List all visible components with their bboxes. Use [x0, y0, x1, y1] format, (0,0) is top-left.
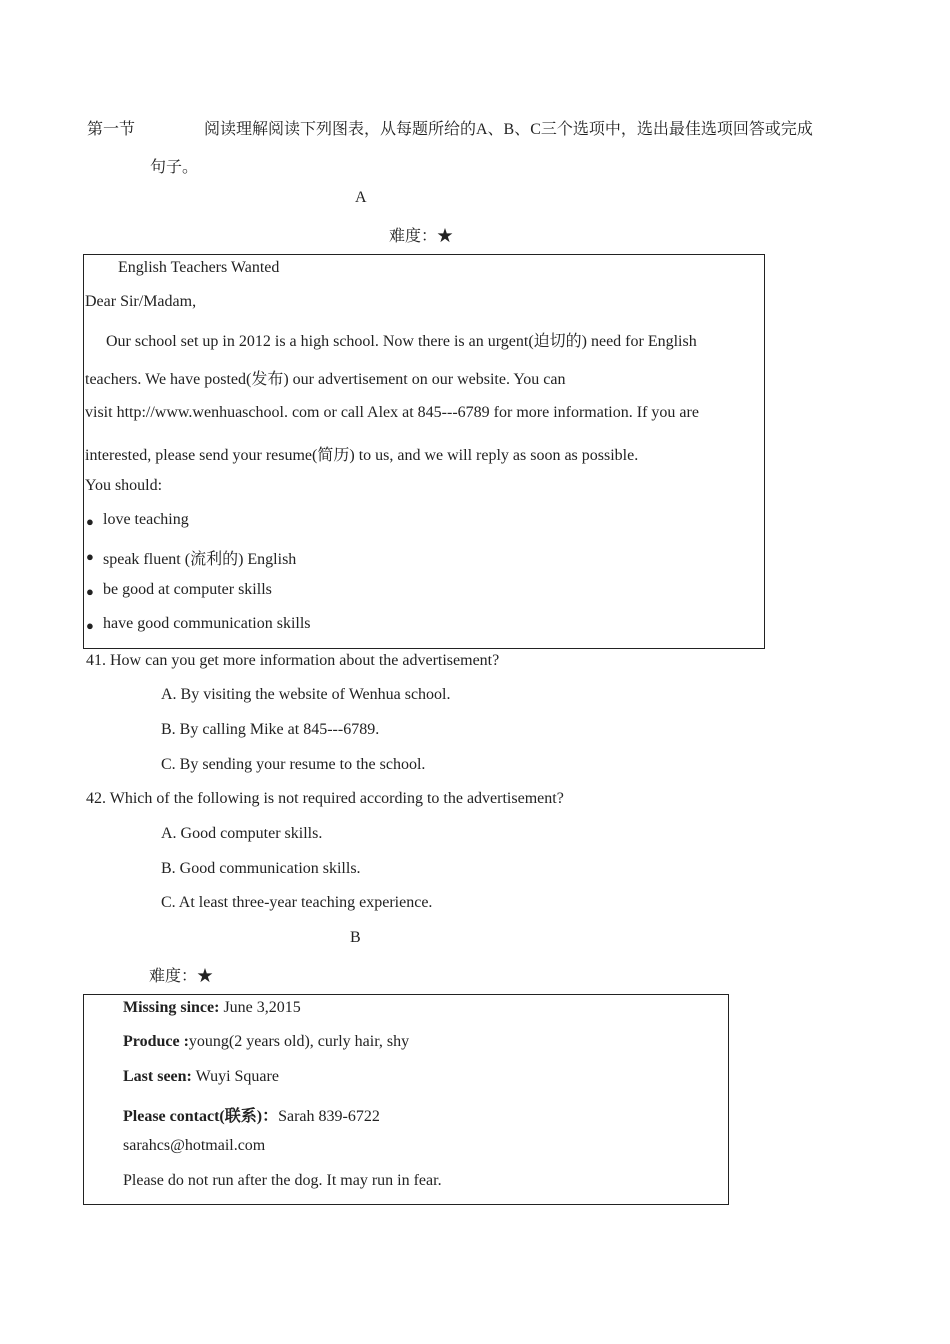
section-label: 第一节	[87, 121, 136, 138]
ad-should-label: You should:	[85, 477, 163, 494]
ad-body-line-1: Our school set up in 2012 is a high school. Now there is an urgent(迫切的) need for English	[106, 333, 697, 350]
produce-label: Produce :	[123, 1033, 189, 1050]
question-42-stem: 42. Which of the following is not required according to the advertisement?	[86, 790, 564, 807]
instruction-line-1: 阅读理解阅读下列图表，从每题所给的A、B、C三个选项中，选出最佳选项回答或完成	[204, 121, 813, 138]
last-seen-value: Wuyi Square	[191, 1068, 279, 1085]
ad-title: English Teachers Wanted	[118, 259, 280, 276]
contact-label: Please contact(联系)：	[123, 1108, 279, 1125]
last-seen-row	[123, 1068, 279, 1086]
question-42-option-b: B. Good communication skills.	[161, 860, 361, 877]
contact-email: sarahcs@hotmail.com	[123, 1137, 266, 1154]
requirement-item: have good communication skills	[103, 615, 311, 632]
question-42-option-c: C. At least three-year teaching experience.	[161, 894, 433, 911]
passage-b-difficulty: 难度：★	[149, 968, 214, 985]
passage-a-difficulty: 难度：★	[389, 228, 454, 245]
ad-body-line-3: visit http://www.wenhuaschool. com or call Alex at 845---6789 for more information. If you are	[85, 404, 699, 421]
question-41-option-a: A. By visiting the website of Wenhua school.	[161, 686, 451, 703]
passage-a-letter: A	[355, 189, 367, 206]
requirement-item: love teaching	[103, 511, 189, 528]
contact-row	[123, 1103, 380, 1126]
question-42-option-a: A. Good computer skills.	[161, 825, 323, 842]
ad-greeting: Dear Sir/Madam,	[85, 293, 197, 310]
missing-since-label: Missing since:	[123, 999, 220, 1016]
last-seen-label: Last seen:	[123, 1068, 192, 1085]
question-41-stem: 41. How can you get more information about the advertisement?	[86, 652, 500, 669]
contact-value: Sarah 839-6722	[278, 1108, 380, 1125]
bullet-icon: ●	[86, 514, 94, 529]
ad-body-line-2: teachers. We have posted(发布) our advertisement on our website. You can	[85, 371, 566, 388]
missing-since-row	[123, 999, 301, 1017]
bullet-icon: ●	[86, 618, 94, 633]
missing-since-value: June 3,2015	[219, 999, 301, 1016]
instruction-line-2: 句子。	[150, 159, 199, 176]
bullet-icon: ●	[86, 584, 94, 599]
bullet-icon: ●	[86, 549, 94, 564]
notice-note: Please do not run after the dog. It may run in fear.	[123, 1172, 442, 1189]
ad-body-line-4: interested, please send your resume(简历) to us, and we will reply as soon as possible.	[85, 447, 639, 464]
produce-value: young(2 years old), curly hair, shy	[188, 1033, 410, 1050]
question-41-option-c: C. By sending your resume to the school.	[161, 756, 426, 773]
question-41-option-b: B. By calling Mike at 845---6789.	[161, 721, 380, 738]
produce-row	[123, 1033, 409, 1051]
passage-b-letter: B	[350, 929, 361, 946]
requirement-item: speak fluent (流利的) English	[103, 551, 297, 568]
requirement-item: be good at computer skills	[103, 581, 272, 598]
